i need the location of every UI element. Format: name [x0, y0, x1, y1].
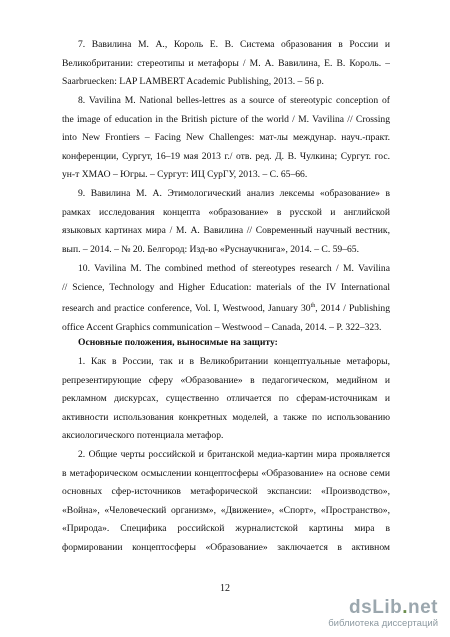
text-line: в метафорическом осмыслении концептосферы «Образование» на основе семи — [62, 467, 390, 479]
reference-8 — [62, 92, 390, 185]
text-line: into New Frontiers – Facing New Challenges: мат-лы междунар. науч.-практ. — [62, 132, 390, 144]
watermark — [328, 598, 438, 630]
text-line: рекламном дискурсах, существенно отличается по сферам-источникам и — [62, 393, 390, 405]
page-number: 12 — [220, 583, 230, 594]
watermark-logo — [328, 598, 438, 618]
logo-part: net — [408, 597, 438, 618]
text-line: основных сфер-источников метафорической экспансии: «Производство», — [62, 486, 390, 498]
text-line: 1. Как в России, так и в Великобритании концептуальные метафоры, — [78, 356, 390, 367]
reference-7 — [62, 36, 390, 92]
text-line: // Science, Technology and Higher Education: materials of the IV International — [62, 281, 390, 293]
text-line: аксиологического потенциала метафор. — [62, 430, 224, 442]
text-line: «Природа». Специфика российской журналистской картины мира в — [62, 523, 390, 535]
text-line: вып. – 2014. – № 20. Белгород: Изд-во «Руснаучкнига», 2014. – С. 59–65. — [62, 243, 360, 255]
text-line: конференции, Сургут, 16–19 мая 2013 г./ отв. ред. Д. В. Чулкина; Сургут. гос. — [62, 150, 390, 162]
logo-part: dsLib — [349, 597, 403, 618]
reference-9 — [62, 185, 390, 259]
text-line: рамках исследования концепта «образование» в русской и английской — [62, 206, 390, 218]
text-line: office Accent Graphics communication – Westwood – Canada, 2014. – P. 322–323. — [62, 321, 382, 333]
text-line: 2. Общие черты российской и британской медиа-картин мира проявляется — [78, 449, 390, 460]
text-line: языковых картинах мира / М. А. Вавилина // Современный научный вестник, — [62, 225, 390, 237]
text-line: 9. Вавилина М. А. Этимологический анализ лексемы «образование» в — [78, 188, 390, 199]
text-line: репрезентирующие сферу «Образование» в педагогическом, медийном и — [62, 374, 390, 386]
watermark-subtitle: библиотека диссертаций — [328, 618, 438, 629]
text-line: Saarbruecken: LAP LAMBERT Academic Publishing, 2013. – 56 p. — [62, 76, 324, 88]
text-line: активности использования конкретных моделей, а также по использованию — [62, 411, 390, 423]
text-line: Великобритании: стереотипы и метафоры / М. А. Вавилина, Е. В. Король. – — [62, 57, 390, 69]
text-line: 7. Вавилина М. А., Король Е. В. Система образования в России и — [78, 39, 390, 50]
text-line: the image of education in the British picture of the world / M. Vavilina // Crossing — [62, 113, 390, 125]
thesis-point-2 — [62, 446, 390, 558]
ordinal-suffix: th — [310, 303, 316, 310]
section-heading — [62, 334, 390, 353]
text-line: формировании концептосферы «Образование» заключается в активном — [62, 541, 390, 553]
reference-10 — [62, 260, 390, 338]
logo-dot: . — [402, 597, 408, 618]
text-line: research and practice conference, Vol. I, Westwood, January 30th, 2014 / Publishing — [62, 303, 390, 315]
text-line: «Война», «Человеческий организм», «Движение», «Спорт», «Пространство», — [62, 504, 390, 516]
text-line: 8. Vavilina M. National belles-lettres as a source of stereotypic conception of — [78, 95, 390, 106]
heading-text: Основные положения, выносимые на защиту: — [78, 337, 278, 348]
text-line: 10. Vavilina M. The combined method of stereotypes research / M. Vavilina — [78, 263, 390, 274]
text-line: ун-т ХМАО – Югры. – Сургут: ИЦ СурГУ, 2013. – С. 65–66. — [62, 169, 308, 181]
thesis-point-1 — [62, 353, 390, 446]
